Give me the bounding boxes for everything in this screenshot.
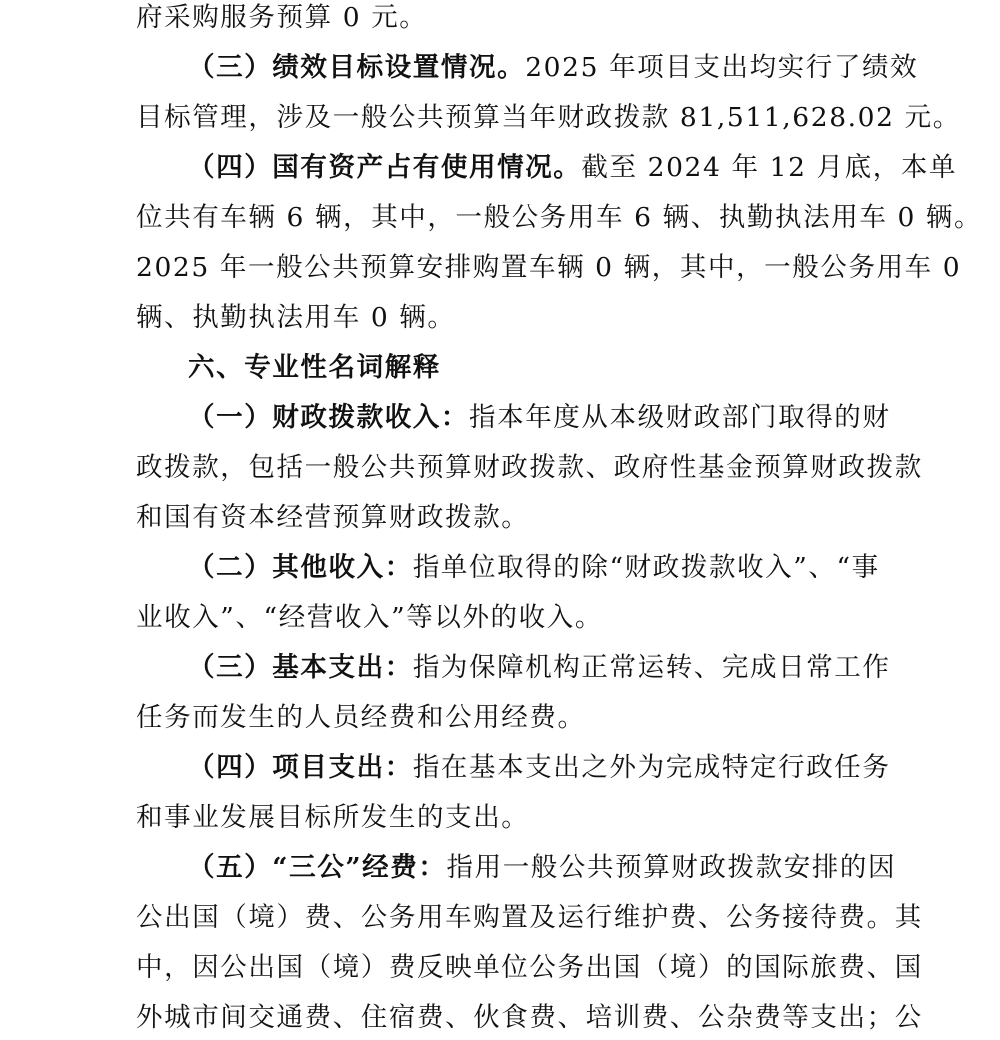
text-line [136,298,456,338]
text-line [188,648,891,688]
text-line [188,48,918,88]
line-text: 指单位取得的除“财政拨款收入”、“事 [412,552,880,583]
line-text: 2025 年项目支出均实行了绩效 [525,52,919,83]
line-text: 指在基本支出之外为完成特定行政任务 [412,752,891,783]
text-line [136,498,529,538]
line-text: 外城市间交通费、住宿费、伙食费、培训费、公杂费等支出；公 [136,1002,923,1033]
section-heading [188,348,441,388]
term-label: （五）“三公”经费： [188,852,447,883]
line-text: 辆、执勤执法用车 0 辆。 [136,302,456,333]
line-text: 指本年度从本级财政部门取得的财 [469,402,891,433]
text-line [188,748,891,788]
line-text: 和国有资本经营预算财政拨款。 [136,502,530,533]
line-text: 中，因公出国（境）费反映单位公务出国（境）的国际旅费、国 [136,952,923,983]
line-text: 和事业发展目标所发生的支出。 [136,802,530,833]
text-line [136,598,603,638]
text-line [188,148,957,188]
section-label: （四）国有资产占有使用情况。 [188,152,582,183]
text-line [136,448,923,488]
line-text: 指为保障机构正常运转、完成日常工作 [412,652,891,683]
text-line [136,98,961,138]
term-label: （一）财政拨款收入： [188,402,469,433]
term-label: （三）基本支出： [188,652,413,683]
term-label: （四）项目支出： [188,752,413,783]
line-text: 指用一般公共预算财政拨款安排的因 [446,852,897,883]
line-text: 2025 年一般公共预算安排购置车辆 0 辆，其中，一般公务用车 0 [136,252,962,283]
line-text: 任务而发生的人员经费和公用经费。 [136,702,586,733]
line-text: 截至 2024 年 12 月底，本单 [581,152,958,183]
section-label: （三）绩效目标设置情况。 [188,52,526,83]
line-text: 目标管理，涉及一般公共预算当年财政拨款 81,511,628.02 元。 [136,102,961,133]
section-heading-text: 六、专业性名词解释 [188,352,441,383]
text-line [136,898,923,938]
term-label: （二）其他收入： [188,552,413,583]
line-text: 位共有车辆 6 辆，其中，一般公务用车 6 辆、执勤执法用车 0 辆。 [136,202,983,233]
text-line [136,698,586,738]
text-line [136,798,529,838]
text-line [188,848,896,888]
line-text: 公出国（境）费、公务用车购置及运行维护费、公务接待费。其 [136,902,923,933]
text-line [136,948,923,988]
line-text: 业收入”、“经营收入”等以外的收入。 [136,602,603,633]
text-line [136,248,961,288]
line-text: 政拨款，包括一般公共预算财政拨款、政府性基金预算财政拨款 [136,452,923,483]
text-line [136,0,427,38]
text-line [136,198,982,238]
text-line [188,398,891,438]
line-text: 府采购服务预算 0 元。 [136,2,428,33]
text-line [188,548,880,588]
text-line [136,998,923,1038]
